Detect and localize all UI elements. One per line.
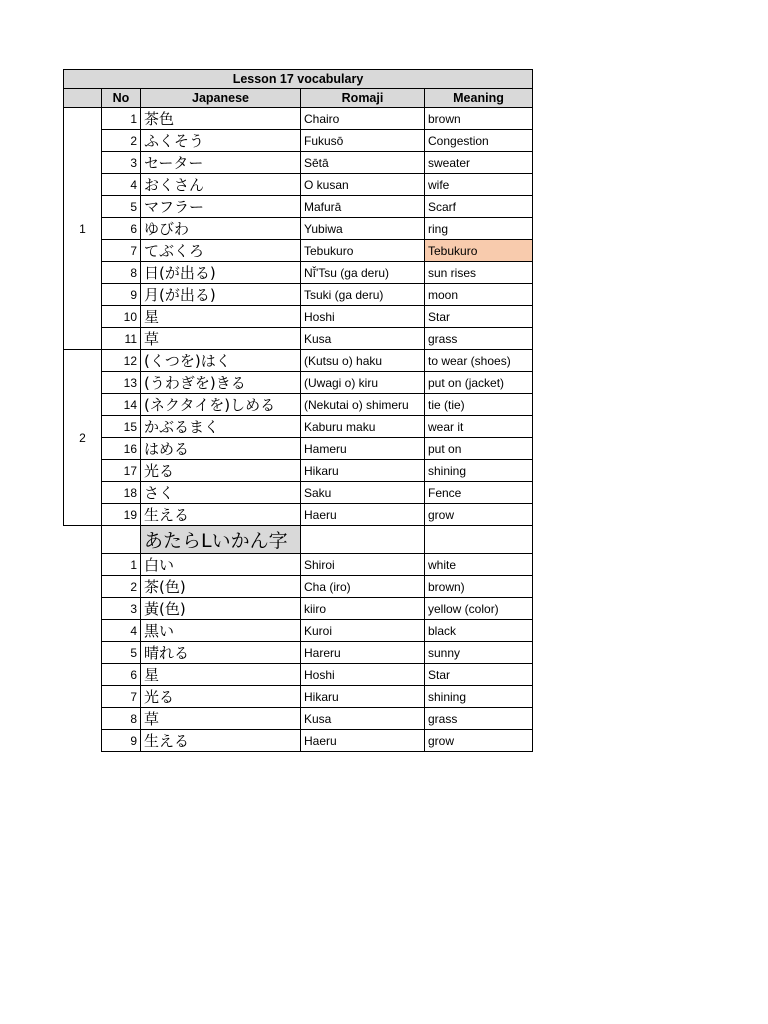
meaning-cell: white bbox=[425, 554, 533, 576]
row-number: 3 bbox=[102, 598, 141, 620]
japanese-cell: 黃(色) bbox=[141, 598, 301, 620]
table-row bbox=[64, 262, 533, 284]
table-row bbox=[64, 218, 533, 240]
table-row bbox=[64, 240, 533, 262]
japanese-cell: 月(が出る) bbox=[141, 284, 301, 306]
blank-cell bbox=[64, 598, 102, 620]
row-number: 3 bbox=[102, 152, 141, 174]
row-number: 13 bbox=[102, 372, 141, 394]
row-number: 9 bbox=[102, 730, 141, 752]
japanese-cell: (ネクタイを)しめる bbox=[141, 394, 301, 416]
header-japanese: Japanese bbox=[141, 89, 301, 108]
meaning-cell: shining bbox=[425, 460, 533, 482]
meaning-cell bbox=[425, 526, 533, 554]
meaning-cell: tie (tie) bbox=[425, 394, 533, 416]
header-group bbox=[64, 89, 102, 108]
romaji-cell: Nī̌'Tsu (ga deru) bbox=[301, 262, 425, 284]
table-row bbox=[64, 730, 533, 752]
table-row bbox=[64, 482, 533, 504]
romaji-cell: Mafurā bbox=[301, 196, 425, 218]
row-number: 10 bbox=[102, 306, 141, 328]
blank-cell bbox=[64, 708, 102, 730]
meaning-cell: sweater bbox=[425, 152, 533, 174]
meaning-cell: ring bbox=[425, 218, 533, 240]
table-row bbox=[64, 554, 533, 576]
kanji-heading-row bbox=[64, 526, 533, 554]
row-number: 8 bbox=[102, 262, 141, 284]
table-row bbox=[64, 598, 533, 620]
meaning-cell: brown bbox=[425, 108, 533, 130]
japanese-cell: 光る bbox=[141, 460, 301, 482]
japanese-cell: 茶(色) bbox=[141, 576, 301, 598]
romaji-cell: Hareru bbox=[301, 642, 425, 664]
romaji-cell: Fukusō bbox=[301, 130, 425, 152]
meaning-cell: Fence bbox=[425, 482, 533, 504]
japanese-cell: 生える bbox=[141, 504, 301, 526]
table-row bbox=[64, 686, 533, 708]
romaji-cell: Hameru bbox=[301, 438, 425, 460]
table-row bbox=[64, 152, 533, 174]
romaji-cell: Haeru bbox=[301, 504, 425, 526]
romaji-cell: (Nekutai o) shimeru bbox=[301, 394, 425, 416]
meaning-cell: wear it bbox=[425, 416, 533, 438]
romaji-cell: Chairo bbox=[301, 108, 425, 130]
row-number bbox=[102, 526, 141, 554]
japanese-cell: はめる bbox=[141, 438, 301, 460]
row-number: 9 bbox=[102, 284, 141, 306]
blank-cell bbox=[64, 526, 102, 554]
romaji-cell: Tebukuro bbox=[301, 240, 425, 262]
romaji-cell: Hikaru bbox=[301, 460, 425, 482]
romaji-cell: Kaburu maku bbox=[301, 416, 425, 438]
vocabulary-table bbox=[63, 69, 533, 752]
meaning-cell: Star bbox=[425, 306, 533, 328]
header-no: No bbox=[102, 89, 141, 108]
table-row bbox=[64, 504, 533, 526]
row-number: 8 bbox=[102, 708, 141, 730]
row-number: 11 bbox=[102, 328, 141, 350]
row-number: 7 bbox=[102, 240, 141, 262]
meaning-cell: put on (jacket) bbox=[425, 372, 533, 394]
romaji-cell: Kuroi bbox=[301, 620, 425, 642]
romaji-cell: kiiro bbox=[301, 598, 425, 620]
japanese-cell: 茶色 bbox=[141, 108, 301, 130]
table-row bbox=[64, 394, 533, 416]
table-row bbox=[64, 306, 533, 328]
group-label: 1 bbox=[64, 108, 102, 350]
table-row bbox=[64, 284, 533, 306]
japanese-cell: セーター bbox=[141, 152, 301, 174]
table-row bbox=[64, 174, 533, 196]
blank-cell bbox=[64, 686, 102, 708]
romaji-cell bbox=[301, 526, 425, 554]
table-row bbox=[64, 372, 533, 394]
meaning-cell: black bbox=[425, 620, 533, 642]
meaning-cell: yellow (color) bbox=[425, 598, 533, 620]
romaji-cell: Cha (iro) bbox=[301, 576, 425, 598]
meaning-cell: Star bbox=[425, 664, 533, 686]
romaji-cell: Haeru bbox=[301, 730, 425, 752]
meaning-cell: sunny bbox=[425, 642, 533, 664]
row-number: 4 bbox=[102, 620, 141, 642]
kanji-section-heading: あたらLいかん字 bbox=[141, 526, 301, 554]
japanese-cell: マフラー bbox=[141, 196, 301, 218]
japanese-cell: 日(が出る) bbox=[141, 262, 301, 284]
japanese-cell: (うわぎを)きる bbox=[141, 372, 301, 394]
table-title: Lesson 17 vocabulary bbox=[64, 70, 533, 89]
table-row bbox=[64, 108, 533, 130]
romaji-cell: Shiroi bbox=[301, 554, 425, 576]
japanese-cell: おくさん bbox=[141, 174, 301, 196]
row-number: 16 bbox=[102, 438, 141, 460]
table-row bbox=[64, 438, 533, 460]
japanese-cell: 星 bbox=[141, 306, 301, 328]
row-number: 2 bbox=[102, 576, 141, 598]
meaning-cell: grass bbox=[425, 708, 533, 730]
meaning-cell: grass bbox=[425, 328, 533, 350]
row-number: 15 bbox=[102, 416, 141, 438]
romaji-cell: Yubiwa bbox=[301, 218, 425, 240]
romaji-cell: Kusa bbox=[301, 328, 425, 350]
romaji-cell: Kusa bbox=[301, 708, 425, 730]
japanese-cell: ゆびわ bbox=[141, 218, 301, 240]
row-number: 1 bbox=[102, 554, 141, 576]
blank-cell bbox=[64, 620, 102, 642]
japanese-cell: 黒い bbox=[141, 620, 301, 642]
row-number: 5 bbox=[102, 196, 141, 218]
table-row bbox=[64, 664, 533, 686]
meaning-cell: brown) bbox=[425, 576, 533, 598]
row-number: 18 bbox=[102, 482, 141, 504]
table-row bbox=[64, 642, 533, 664]
japanese-cell: てぶくろ bbox=[141, 240, 301, 262]
romaji-cell: Hoshi bbox=[301, 664, 425, 686]
header-meaning: Meaning bbox=[425, 89, 533, 108]
blank-cell bbox=[64, 730, 102, 752]
table-row bbox=[64, 416, 533, 438]
row-number: 12 bbox=[102, 350, 141, 372]
blank-cell bbox=[64, 576, 102, 598]
japanese-cell: 草 bbox=[141, 328, 301, 350]
table-row bbox=[64, 460, 533, 482]
row-number: 4 bbox=[102, 174, 141, 196]
meaning-cell: sun rises bbox=[425, 262, 533, 284]
japanese-cell: (くつを)はく bbox=[141, 350, 301, 372]
meaning-cell: Scarf bbox=[425, 196, 533, 218]
meaning-cell: shining bbox=[425, 686, 533, 708]
meaning-cell: moon bbox=[425, 284, 533, 306]
blank-cell bbox=[64, 554, 102, 576]
japanese-cell: 草 bbox=[141, 708, 301, 730]
romaji-cell: Saku bbox=[301, 482, 425, 504]
romaji-cell: (Uwagi o) kiru bbox=[301, 372, 425, 394]
japanese-cell: 晴れる bbox=[141, 642, 301, 664]
table-row bbox=[64, 328, 533, 350]
japanese-cell: ふくそう bbox=[141, 130, 301, 152]
table-row bbox=[64, 196, 533, 218]
header-romaji: Romaji bbox=[301, 89, 425, 108]
row-number: 6 bbox=[102, 664, 141, 686]
table-row bbox=[64, 130, 533, 152]
table-body bbox=[64, 108, 533, 752]
romaji-cell: Sētā bbox=[301, 152, 425, 174]
table-row bbox=[64, 620, 533, 642]
table-row bbox=[64, 350, 533, 372]
table-row bbox=[64, 708, 533, 730]
row-number: 6 bbox=[102, 218, 141, 240]
meaning-cell: to wear (shoes) bbox=[425, 350, 533, 372]
romaji-cell: Hoshi bbox=[301, 306, 425, 328]
meaning-cell: Tebukuro bbox=[425, 240, 533, 262]
table-row bbox=[64, 576, 533, 598]
row-number: 7 bbox=[102, 686, 141, 708]
row-number: 5 bbox=[102, 642, 141, 664]
blank-cell bbox=[64, 642, 102, 664]
row-number: 2 bbox=[102, 130, 141, 152]
row-number: 19 bbox=[102, 504, 141, 526]
blank-cell bbox=[64, 664, 102, 686]
meaning-cell: wife bbox=[425, 174, 533, 196]
meaning-cell: grow bbox=[425, 730, 533, 752]
japanese-cell: 光る bbox=[141, 686, 301, 708]
meaning-cell: put on bbox=[425, 438, 533, 460]
romaji-cell: Hikaru bbox=[301, 686, 425, 708]
row-number: 17 bbox=[102, 460, 141, 482]
romaji-cell: O kusan bbox=[301, 174, 425, 196]
meaning-cell: Congestion bbox=[425, 130, 533, 152]
japanese-cell: 生える bbox=[141, 730, 301, 752]
meaning-cell: grow bbox=[425, 504, 533, 526]
group-label: 2 bbox=[64, 350, 102, 526]
japanese-cell: 白い bbox=[141, 554, 301, 576]
romaji-cell: Tsuki (ga deru) bbox=[301, 284, 425, 306]
romaji-cell: (Kutsu o) haku bbox=[301, 350, 425, 372]
japanese-cell: かぶるまく bbox=[141, 416, 301, 438]
row-number: 1 bbox=[102, 108, 141, 130]
row-number: 14 bbox=[102, 394, 141, 416]
japanese-cell: さく bbox=[141, 482, 301, 504]
japanese-cell: 星 bbox=[141, 664, 301, 686]
